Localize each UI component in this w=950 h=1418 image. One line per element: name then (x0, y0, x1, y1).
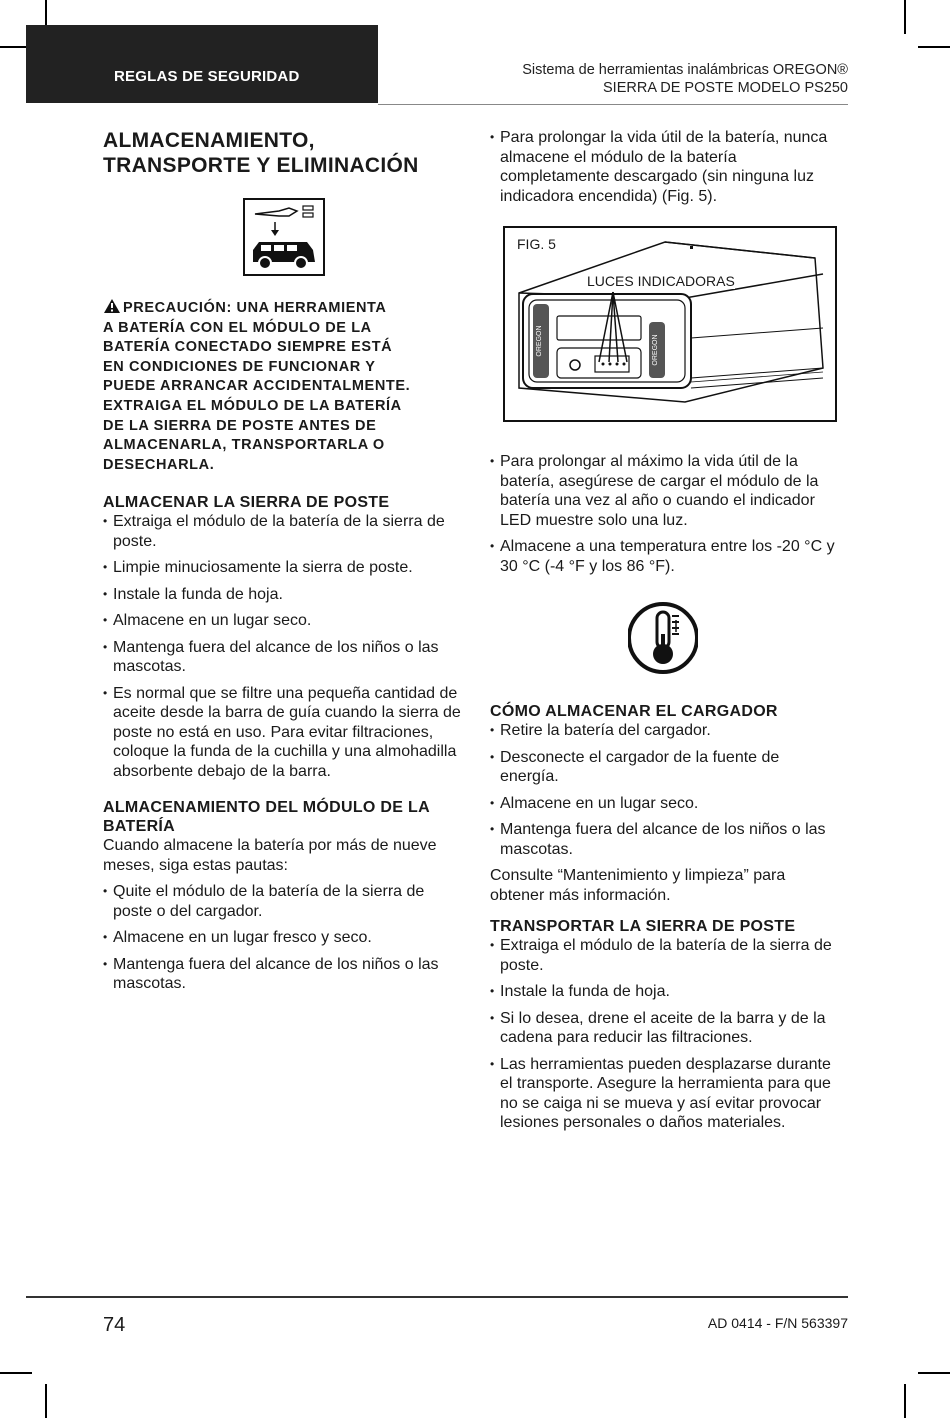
list-item: • Extraiga el módulo de la batería de la sierra de poste. (103, 512, 463, 551)
right-column-continued (490, 452, 840, 1140)
warning-line: PRECAUCIÓN: UNA HERRAMIENTA (103, 298, 463, 319)
list-item: • Almacene a una temperatura entre los -20 °C y 30 °C (-4 °F y los 86 °F). (490, 537, 840, 576)
page-title (103, 128, 463, 178)
warning-line: A BATERÍA CON EL MÓDULO DE LA (103, 319, 372, 336)
thermometer-icon (628, 598, 698, 678)
list-item: • Las herramientas pueden desplazarse durante el transporte. Asegure la herramienta para que no se caiga ni se mueva y así evitar provocar lesiones personales o daños materiales. (490, 1055, 840, 1133)
store-saw-list (103, 512, 463, 781)
warning-block (103, 298, 463, 475)
figure-5 (503, 226, 837, 422)
vehicle-with-saw-icon (243, 198, 325, 276)
transport-heading: TRANSPORTAR LA SIERRA DE POSTE (490, 918, 796, 935)
list-item: • Instale la funda de hoja. (490, 982, 840, 1002)
list-item: • Limpie minuciosamente la sierra de poste. (103, 558, 463, 578)
crop-mark (918, 46, 950, 48)
warning-line: PUEDE ARRANCAR ACCIDENTALMENTE. (103, 378, 411, 395)
warning-line: DESECHARLA. (103, 456, 215, 473)
consult-note: Consulte “Mantenimiento y limpieza” para obtener más información. (490, 867, 786, 904)
list-item: • Mantenga fuera del alcance de los niños o las mascotas. (490, 820, 840, 859)
crop-mark (918, 1372, 950, 1374)
list-item: • Retire la batería del cargador. (490, 721, 840, 741)
list-item: • Para prolongar al máximo la vida útil de la batería, asegúrese de cargar el módulo de la batería una vez al año o cuando el indicador LED muestre solo una luz. (490, 452, 840, 530)
brand-text: OREGON (652, 334, 659, 366)
battery-life-list-2 (490, 452, 840, 576)
page-title-line: ALMACENAMIENTO, (103, 129, 315, 152)
warning-line: ALMACENARLA, TRANSPORTARLA O (103, 437, 385, 454)
list-item: • Mantenga fuera del alcance de los niños o las mascotas. (103, 955, 463, 994)
battery-life-list (490, 128, 840, 206)
warning-line: BATERÍA CONECTADO SIEMPRE ESTÁ (103, 339, 393, 356)
charger-list (490, 721, 840, 859)
crop-mark (45, 1384, 47, 1418)
indicator-lights-callout: LUCES INDICADORAS (587, 273, 735, 289)
transport-list (490, 936, 840, 1133)
warning-line: EN CONDICIONES DE FUNCIONAR Y (103, 358, 376, 375)
charger-heading: CÓMO ALMACENAR EL CARGADOR (490, 703, 778, 720)
document-code: AD 0414 - F/N 563397 (707, 1315, 848, 1331)
product-header (522, 61, 848, 97)
crop-mark (0, 1372, 32, 1374)
list-item: • Almacene en un lugar fresco y seco. (103, 928, 463, 948)
page-number: 74 (103, 1314, 126, 1336)
store-saw-heading: ALMACENAR LA SIERRA DE POSTE (103, 494, 390, 512)
crop-mark (904, 0, 906, 34)
warning-line: DE LA SIERRA DE POSTE ANTES DE (103, 417, 377, 434)
model-line: SIERRA DE POSTE MODELO PS250 (603, 80, 848, 96)
list-item: • Es normal que se filtre una pequeña cantidad de aceite desde la barra de guía cuando la sierra de poste no está en uso. Para evitar filtraciones, coloque la funda de la cuchilla y una almohadilla absorbente debajo de la barra. (103, 684, 463, 782)
battery-storage-list (103, 882, 463, 994)
warning-line: EXTRAIGA EL MÓDULO DE LA BATERÍA (103, 397, 402, 414)
warning-triangle-icon (103, 298, 121, 314)
list-item: • Instale la funda de hoja. (103, 585, 463, 605)
brand-text: OREGON (536, 325, 543, 357)
list-item: • Quite el módulo de la batería de la sierra de poste o del cargador. (103, 882, 463, 921)
list-item: • Para prolongar la vida útil de la batería, nunca almacene el módulo de la batería completamente descargado (sin ninguna luz indicadora encendida) (Fig. 5). (490, 128, 840, 206)
header-divider (378, 104, 848, 105)
list-item: • Extraiga el módulo de la batería de la sierra de poste. (490, 936, 840, 975)
list-item: • Almacene en un lugar seco. (490, 794, 840, 814)
battery-module-illustration (505, 228, 835, 420)
page-title-line: TRANSPORTE Y ELIMINACIÓN (103, 154, 419, 177)
battery-storage-heading: ALMACENAMIENTO DEL MÓDULO DE LA BATERÍA (103, 799, 430, 836)
left-column (103, 128, 463, 1001)
section-tab-label: REGLAS DE SEGURIDAD (114, 68, 300, 85)
list-item: • Si lo desea, drene el aceite de la barra y de la cadena para reducir las filtraciones. (490, 1009, 840, 1048)
list-item: • Almacene en un lugar seco. (103, 611, 463, 631)
list-item: • Desconecte el cargador de la fuente de energía. (490, 748, 840, 787)
list-item: • Mantenga fuera del alcance de los niños o las mascotas. (103, 638, 463, 677)
right-column (490, 128, 840, 213)
footer-divider (26, 1296, 848, 1298)
crop-mark (904, 1384, 906, 1418)
section-tab (26, 25, 378, 103)
product-line: Sistema de herramientas inalámbricas OREGON® (522, 62, 848, 78)
figure-label: FIG. 5 (517, 236, 556, 252)
battery-intro: Cuando almacene la batería por más de nueve meses, siga estas pautas: (103, 837, 437, 874)
